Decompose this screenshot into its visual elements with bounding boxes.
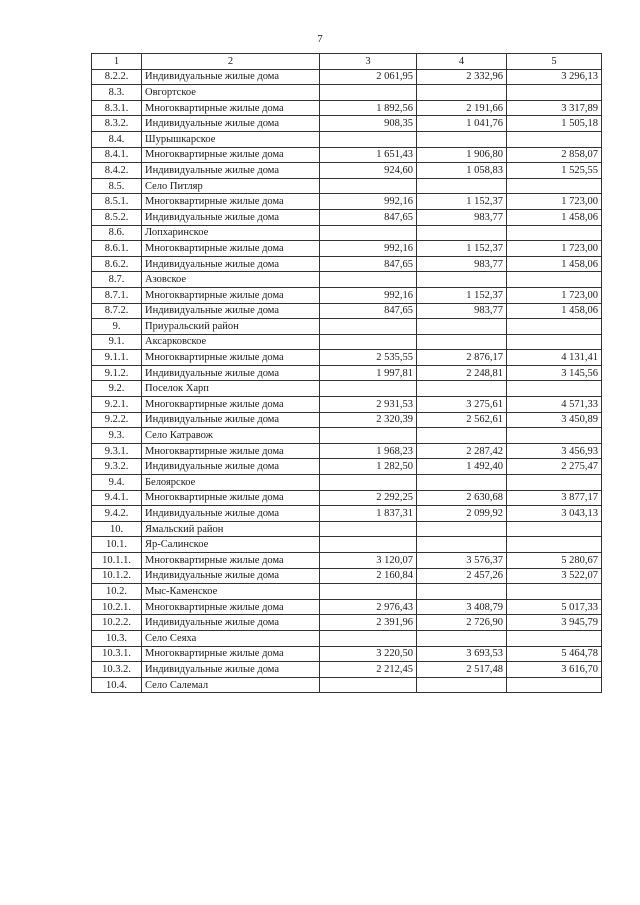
row-code: 8.5. bbox=[92, 178, 142, 194]
group-name: Село Питляр bbox=[142, 178, 320, 194]
table-row bbox=[92, 256, 602, 272]
value-col-4: 1 152,37 bbox=[417, 194, 507, 210]
empty-cell bbox=[417, 521, 507, 537]
page-number: 7 bbox=[317, 33, 323, 45]
empty-cell bbox=[507, 334, 602, 350]
table-row bbox=[92, 615, 602, 631]
value-col-5: 3 456,93 bbox=[507, 443, 602, 459]
value-col-5: 5 464,78 bbox=[507, 646, 602, 662]
housing-type: Многоквартирные жилые дома bbox=[142, 350, 320, 366]
table-row bbox=[92, 287, 602, 303]
header-col-4: 4 bbox=[417, 54, 507, 70]
row-code: 9.3.2. bbox=[92, 459, 142, 475]
empty-cell bbox=[417, 178, 507, 194]
value-col-5: 3 317,89 bbox=[507, 100, 602, 116]
value-col-4: 2 099,92 bbox=[417, 506, 507, 522]
empty-cell bbox=[507, 584, 602, 600]
value-col-3: 847,65 bbox=[320, 209, 417, 225]
value-col-4: 1 906,80 bbox=[417, 147, 507, 163]
housing-type: Многоквартирные жилые дома bbox=[142, 100, 320, 116]
group-name: Приуральский район bbox=[142, 319, 320, 335]
value-col-5: 1 505,18 bbox=[507, 116, 602, 132]
value-col-5: 1 458,06 bbox=[507, 303, 602, 319]
value-col-3: 1 282,50 bbox=[320, 459, 417, 475]
value-col-3: 2 931,53 bbox=[320, 397, 417, 413]
housing-type: Многоквартирные жилые дома bbox=[142, 397, 320, 413]
empty-cell bbox=[507, 85, 602, 101]
header-col-2: 2 bbox=[142, 54, 320, 70]
housing-type: Индивидуальные жилые дома bbox=[142, 163, 320, 179]
empty-cell bbox=[507, 272, 602, 288]
value-col-4: 2 562,61 bbox=[417, 412, 507, 428]
value-col-3: 908,35 bbox=[320, 116, 417, 132]
empty-cell bbox=[417, 381, 507, 397]
row-code: 9.2. bbox=[92, 381, 142, 397]
value-col-4: 2 248,81 bbox=[417, 365, 507, 381]
row-code: 9.4. bbox=[92, 475, 142, 491]
row-code: 8.6.2. bbox=[92, 256, 142, 272]
row-code: 10.3. bbox=[92, 630, 142, 646]
value-col-3: 992,16 bbox=[320, 241, 417, 257]
group-name: Лопхаринское bbox=[142, 225, 320, 241]
row-code: 8.3.2. bbox=[92, 116, 142, 132]
value-col-4: 983,77 bbox=[417, 256, 507, 272]
value-col-4: 2 191,66 bbox=[417, 100, 507, 116]
empty-cell bbox=[507, 178, 602, 194]
value-col-5: 5 280,67 bbox=[507, 553, 602, 569]
row-code: 8.4.2. bbox=[92, 163, 142, 179]
row-code: 10.3.1. bbox=[92, 646, 142, 662]
table-row bbox=[92, 100, 602, 116]
empty-cell bbox=[320, 584, 417, 600]
empty-cell bbox=[507, 319, 602, 335]
row-code: 10.4. bbox=[92, 677, 142, 693]
table-group-row bbox=[92, 521, 602, 537]
housing-type: Индивидуальные жилые дома bbox=[142, 69, 320, 85]
row-code: 10.2. bbox=[92, 584, 142, 600]
value-col-3: 2 292,25 bbox=[320, 490, 417, 506]
empty-cell bbox=[507, 630, 602, 646]
value-col-4: 1 058,83 bbox=[417, 163, 507, 179]
value-col-4: 983,77 bbox=[417, 303, 507, 319]
value-col-3: 847,65 bbox=[320, 256, 417, 272]
header-col-5: 5 bbox=[507, 54, 602, 70]
header-col-1: 1 bbox=[92, 54, 142, 70]
value-col-5: 3 616,70 bbox=[507, 662, 602, 678]
empty-cell bbox=[507, 428, 602, 444]
value-col-5: 3 877,17 bbox=[507, 490, 602, 506]
table-row bbox=[92, 303, 602, 319]
empty-cell bbox=[320, 178, 417, 194]
housing-type: Многоквартирные жилые дома bbox=[142, 553, 320, 569]
group-name: Яр-Салинское bbox=[142, 537, 320, 553]
value-col-5: 2 858,07 bbox=[507, 147, 602, 163]
row-code: 9.4.1. bbox=[92, 490, 142, 506]
row-code: 10.1.1. bbox=[92, 553, 142, 569]
value-col-5: 3 945,79 bbox=[507, 615, 602, 631]
table-row bbox=[92, 241, 602, 257]
value-col-3: 2 320,39 bbox=[320, 412, 417, 428]
value-col-5: 1 458,06 bbox=[507, 209, 602, 225]
value-col-4: 2 517,48 bbox=[417, 662, 507, 678]
value-col-5: 3 145,56 bbox=[507, 365, 602, 381]
value-col-4: 3 693,53 bbox=[417, 646, 507, 662]
table-row bbox=[92, 412, 602, 428]
table-group-row bbox=[92, 319, 602, 335]
row-code: 9.1.1. bbox=[92, 350, 142, 366]
empty-cell bbox=[417, 584, 507, 600]
housing-type: Многоквартирные жилые дома bbox=[142, 194, 320, 210]
table-group-row bbox=[92, 272, 602, 288]
table-row bbox=[92, 506, 602, 522]
row-code: 8.7.2. bbox=[92, 303, 142, 319]
group-name: Белоярское bbox=[142, 475, 320, 491]
row-code: 8.4. bbox=[92, 131, 142, 147]
row-code: 10. bbox=[92, 521, 142, 537]
table-group-row bbox=[92, 131, 602, 147]
table-group-row bbox=[92, 584, 602, 600]
empty-cell bbox=[320, 381, 417, 397]
empty-cell bbox=[417, 677, 507, 693]
row-code: 10.2.2. bbox=[92, 615, 142, 631]
value-col-3: 2 391,96 bbox=[320, 615, 417, 631]
row-code: 9.3. bbox=[92, 428, 142, 444]
row-code: 9.3.1. bbox=[92, 443, 142, 459]
empty-cell bbox=[320, 537, 417, 553]
row-code: 10.2.1. bbox=[92, 599, 142, 615]
housing-type: Индивидуальные жилые дома bbox=[142, 568, 320, 584]
empty-cell bbox=[507, 537, 602, 553]
row-code: 9.1.2. bbox=[92, 365, 142, 381]
group-name: Шурышкарское bbox=[142, 131, 320, 147]
row-code: 8.5.1. bbox=[92, 194, 142, 210]
row-code: 8.4.1. bbox=[92, 147, 142, 163]
table-row bbox=[92, 69, 602, 85]
table-row bbox=[92, 209, 602, 225]
group-name: Ямальский район bbox=[142, 521, 320, 537]
empty-cell bbox=[320, 85, 417, 101]
empty-cell bbox=[417, 85, 507, 101]
value-col-5: 1 458,06 bbox=[507, 256, 602, 272]
group-name: Мыс-Каменское bbox=[142, 584, 320, 600]
empty-cell bbox=[417, 131, 507, 147]
value-col-3: 3 120,07 bbox=[320, 553, 417, 569]
table-group-row bbox=[92, 475, 602, 491]
value-col-4: 983,77 bbox=[417, 209, 507, 225]
row-code: 10.1.2. bbox=[92, 568, 142, 584]
value-col-4: 2 876,17 bbox=[417, 350, 507, 366]
housing-type: Индивидуальные жилые дома bbox=[142, 506, 320, 522]
housing-type: Индивидуальные жилые дома bbox=[142, 256, 320, 272]
housing-type: Индивидуальные жилые дома bbox=[142, 459, 320, 475]
housing-type: Индивидуальные жилые дома bbox=[142, 412, 320, 428]
value-col-3: 2 061,95 bbox=[320, 69, 417, 85]
value-col-3: 3 220,50 bbox=[320, 646, 417, 662]
empty-cell bbox=[417, 225, 507, 241]
table-group-row bbox=[92, 381, 602, 397]
value-col-4: 2 287,42 bbox=[417, 443, 507, 459]
group-name: Село Сеяха bbox=[142, 630, 320, 646]
value-col-3: 1 968,23 bbox=[320, 443, 417, 459]
housing-type: Индивидуальные жилые дома bbox=[142, 662, 320, 678]
table-group-row bbox=[92, 225, 602, 241]
value-col-5: 5 017,33 bbox=[507, 599, 602, 615]
row-code: 8.5.2. bbox=[92, 209, 142, 225]
empty-cell bbox=[320, 131, 417, 147]
empty-cell bbox=[417, 319, 507, 335]
group-name: Аксарковское bbox=[142, 334, 320, 350]
value-col-4: 1 492,40 bbox=[417, 459, 507, 475]
value-col-4: 2 726,90 bbox=[417, 615, 507, 631]
value-col-3: 1 837,31 bbox=[320, 506, 417, 522]
empty-cell bbox=[417, 428, 507, 444]
value-col-5: 1 525,55 bbox=[507, 163, 602, 179]
value-col-5: 1 723,00 bbox=[507, 241, 602, 257]
table-row bbox=[92, 599, 602, 615]
table-row bbox=[92, 568, 602, 584]
group-name: Азовское bbox=[142, 272, 320, 288]
housing-type: Многоквартирные жилые дома bbox=[142, 287, 320, 303]
row-code: 9.4.2. bbox=[92, 506, 142, 522]
value-col-4: 2 332,96 bbox=[417, 69, 507, 85]
housing-type: Индивидуальные жилые дома bbox=[142, 209, 320, 225]
row-code: 8.3.1. bbox=[92, 100, 142, 116]
empty-cell bbox=[417, 272, 507, 288]
table-group-row bbox=[92, 677, 602, 693]
table-row bbox=[92, 350, 602, 366]
row-code: 10.3.2. bbox=[92, 662, 142, 678]
value-col-3: 992,16 bbox=[320, 287, 417, 303]
housing-type: Индивидуальные жилые дома bbox=[142, 365, 320, 381]
table-row bbox=[92, 662, 602, 678]
value-col-5: 2 275,47 bbox=[507, 459, 602, 475]
value-col-5: 3 296,13 bbox=[507, 69, 602, 85]
value-col-3: 992,16 bbox=[320, 194, 417, 210]
table-row bbox=[92, 490, 602, 506]
housing-type: Многоквартирные жилые дома bbox=[142, 241, 320, 257]
empty-cell bbox=[320, 272, 417, 288]
table-group-row bbox=[92, 334, 602, 350]
value-col-4: 1 041,76 bbox=[417, 116, 507, 132]
empty-cell bbox=[320, 428, 417, 444]
row-code: 9.2.2. bbox=[92, 412, 142, 428]
value-col-3: 924,60 bbox=[320, 163, 417, 179]
value-col-3: 847,65 bbox=[320, 303, 417, 319]
value-col-5: 3 043,13 bbox=[507, 506, 602, 522]
table-group-row bbox=[92, 85, 602, 101]
table-group-row bbox=[92, 428, 602, 444]
group-name: Село Салемал bbox=[142, 677, 320, 693]
empty-cell bbox=[417, 537, 507, 553]
row-code: 8.3. bbox=[92, 85, 142, 101]
empty-cell bbox=[507, 131, 602, 147]
value-col-5: 4 571,33 bbox=[507, 397, 602, 413]
empty-cell bbox=[507, 677, 602, 693]
value-col-4: 3 275,61 bbox=[417, 397, 507, 413]
housing-type: Индивидуальные жилые дома bbox=[142, 303, 320, 319]
empty-cell bbox=[507, 521, 602, 537]
value-col-4: 1 152,37 bbox=[417, 287, 507, 303]
value-col-3: 2 535,55 bbox=[320, 350, 417, 366]
table-row bbox=[92, 116, 602, 132]
row-code: 9. bbox=[92, 319, 142, 335]
empty-cell bbox=[320, 334, 417, 350]
empty-cell bbox=[507, 225, 602, 241]
row-code: 8.2.2. bbox=[92, 69, 142, 85]
row-code: 9.2.1. bbox=[92, 397, 142, 413]
value-col-5: 1 723,00 bbox=[507, 194, 602, 210]
housing-type: Многоквартирные жилые дома bbox=[142, 599, 320, 615]
row-code: 8.7.1. bbox=[92, 287, 142, 303]
tariff-table bbox=[91, 53, 602, 693]
table-row bbox=[92, 163, 602, 179]
table-row bbox=[92, 365, 602, 381]
row-code: 9.1. bbox=[92, 334, 142, 350]
table-row bbox=[92, 147, 602, 163]
group-name: Село Катравож bbox=[142, 428, 320, 444]
header-col-3: 3 bbox=[320, 54, 417, 70]
housing-type: Многоквартирные жилые дома bbox=[142, 147, 320, 163]
group-name: Поселок Харп bbox=[142, 381, 320, 397]
value-col-5: 3 450,89 bbox=[507, 412, 602, 428]
table-row bbox=[92, 459, 602, 475]
table-row bbox=[92, 397, 602, 413]
value-col-4: 2 457,26 bbox=[417, 568, 507, 584]
housing-type: Многоквартирные жилые дома bbox=[142, 646, 320, 662]
empty-cell bbox=[417, 334, 507, 350]
value-col-3: 1 651,43 bbox=[320, 147, 417, 163]
row-code: 10.1. bbox=[92, 537, 142, 553]
empty-cell bbox=[320, 225, 417, 241]
value-col-5: 1 723,00 bbox=[507, 287, 602, 303]
housing-type: Многоквартирные жилые дома bbox=[142, 443, 320, 459]
value-col-4: 1 152,37 bbox=[417, 241, 507, 257]
value-col-4: 3 576,37 bbox=[417, 553, 507, 569]
row-code: 8.7. bbox=[92, 272, 142, 288]
empty-cell bbox=[507, 475, 602, 491]
housing-type: Многоквартирные жилые дома bbox=[142, 490, 320, 506]
value-col-3: 2 212,45 bbox=[320, 662, 417, 678]
empty-cell bbox=[320, 521, 417, 537]
value-col-3: 1 892,56 bbox=[320, 100, 417, 116]
empty-cell bbox=[320, 630, 417, 646]
value-col-4: 2 630,68 bbox=[417, 490, 507, 506]
row-code: 8.6. bbox=[92, 225, 142, 241]
table-group-row bbox=[92, 178, 602, 194]
table-row bbox=[92, 443, 602, 459]
empty-cell bbox=[417, 475, 507, 491]
value-col-5: 4 131,41 bbox=[507, 350, 602, 366]
value-col-3: 1 997,81 bbox=[320, 365, 417, 381]
value-col-5: 3 522,07 bbox=[507, 568, 602, 584]
table-group-row bbox=[92, 537, 602, 553]
empty-cell bbox=[507, 381, 602, 397]
empty-cell bbox=[320, 475, 417, 491]
value-col-4: 3 408,79 bbox=[417, 599, 507, 615]
value-col-3: 2 160,84 bbox=[320, 568, 417, 584]
empty-cell bbox=[320, 319, 417, 335]
housing-type: Индивидуальные жилые дома bbox=[142, 116, 320, 132]
table-header-row bbox=[92, 54, 602, 70]
empty-cell bbox=[320, 677, 417, 693]
housing-type: Индивидуальные жилые дома bbox=[142, 615, 320, 631]
value-col-3: 2 976,43 bbox=[320, 599, 417, 615]
table-body bbox=[92, 54, 602, 693]
row-code: 8.6.1. bbox=[92, 241, 142, 257]
table-row bbox=[92, 646, 602, 662]
table-row bbox=[92, 553, 602, 569]
empty-cell bbox=[417, 630, 507, 646]
group-name: Овгортское bbox=[142, 85, 320, 101]
table-row bbox=[92, 194, 602, 210]
table-group-row bbox=[92, 630, 602, 646]
